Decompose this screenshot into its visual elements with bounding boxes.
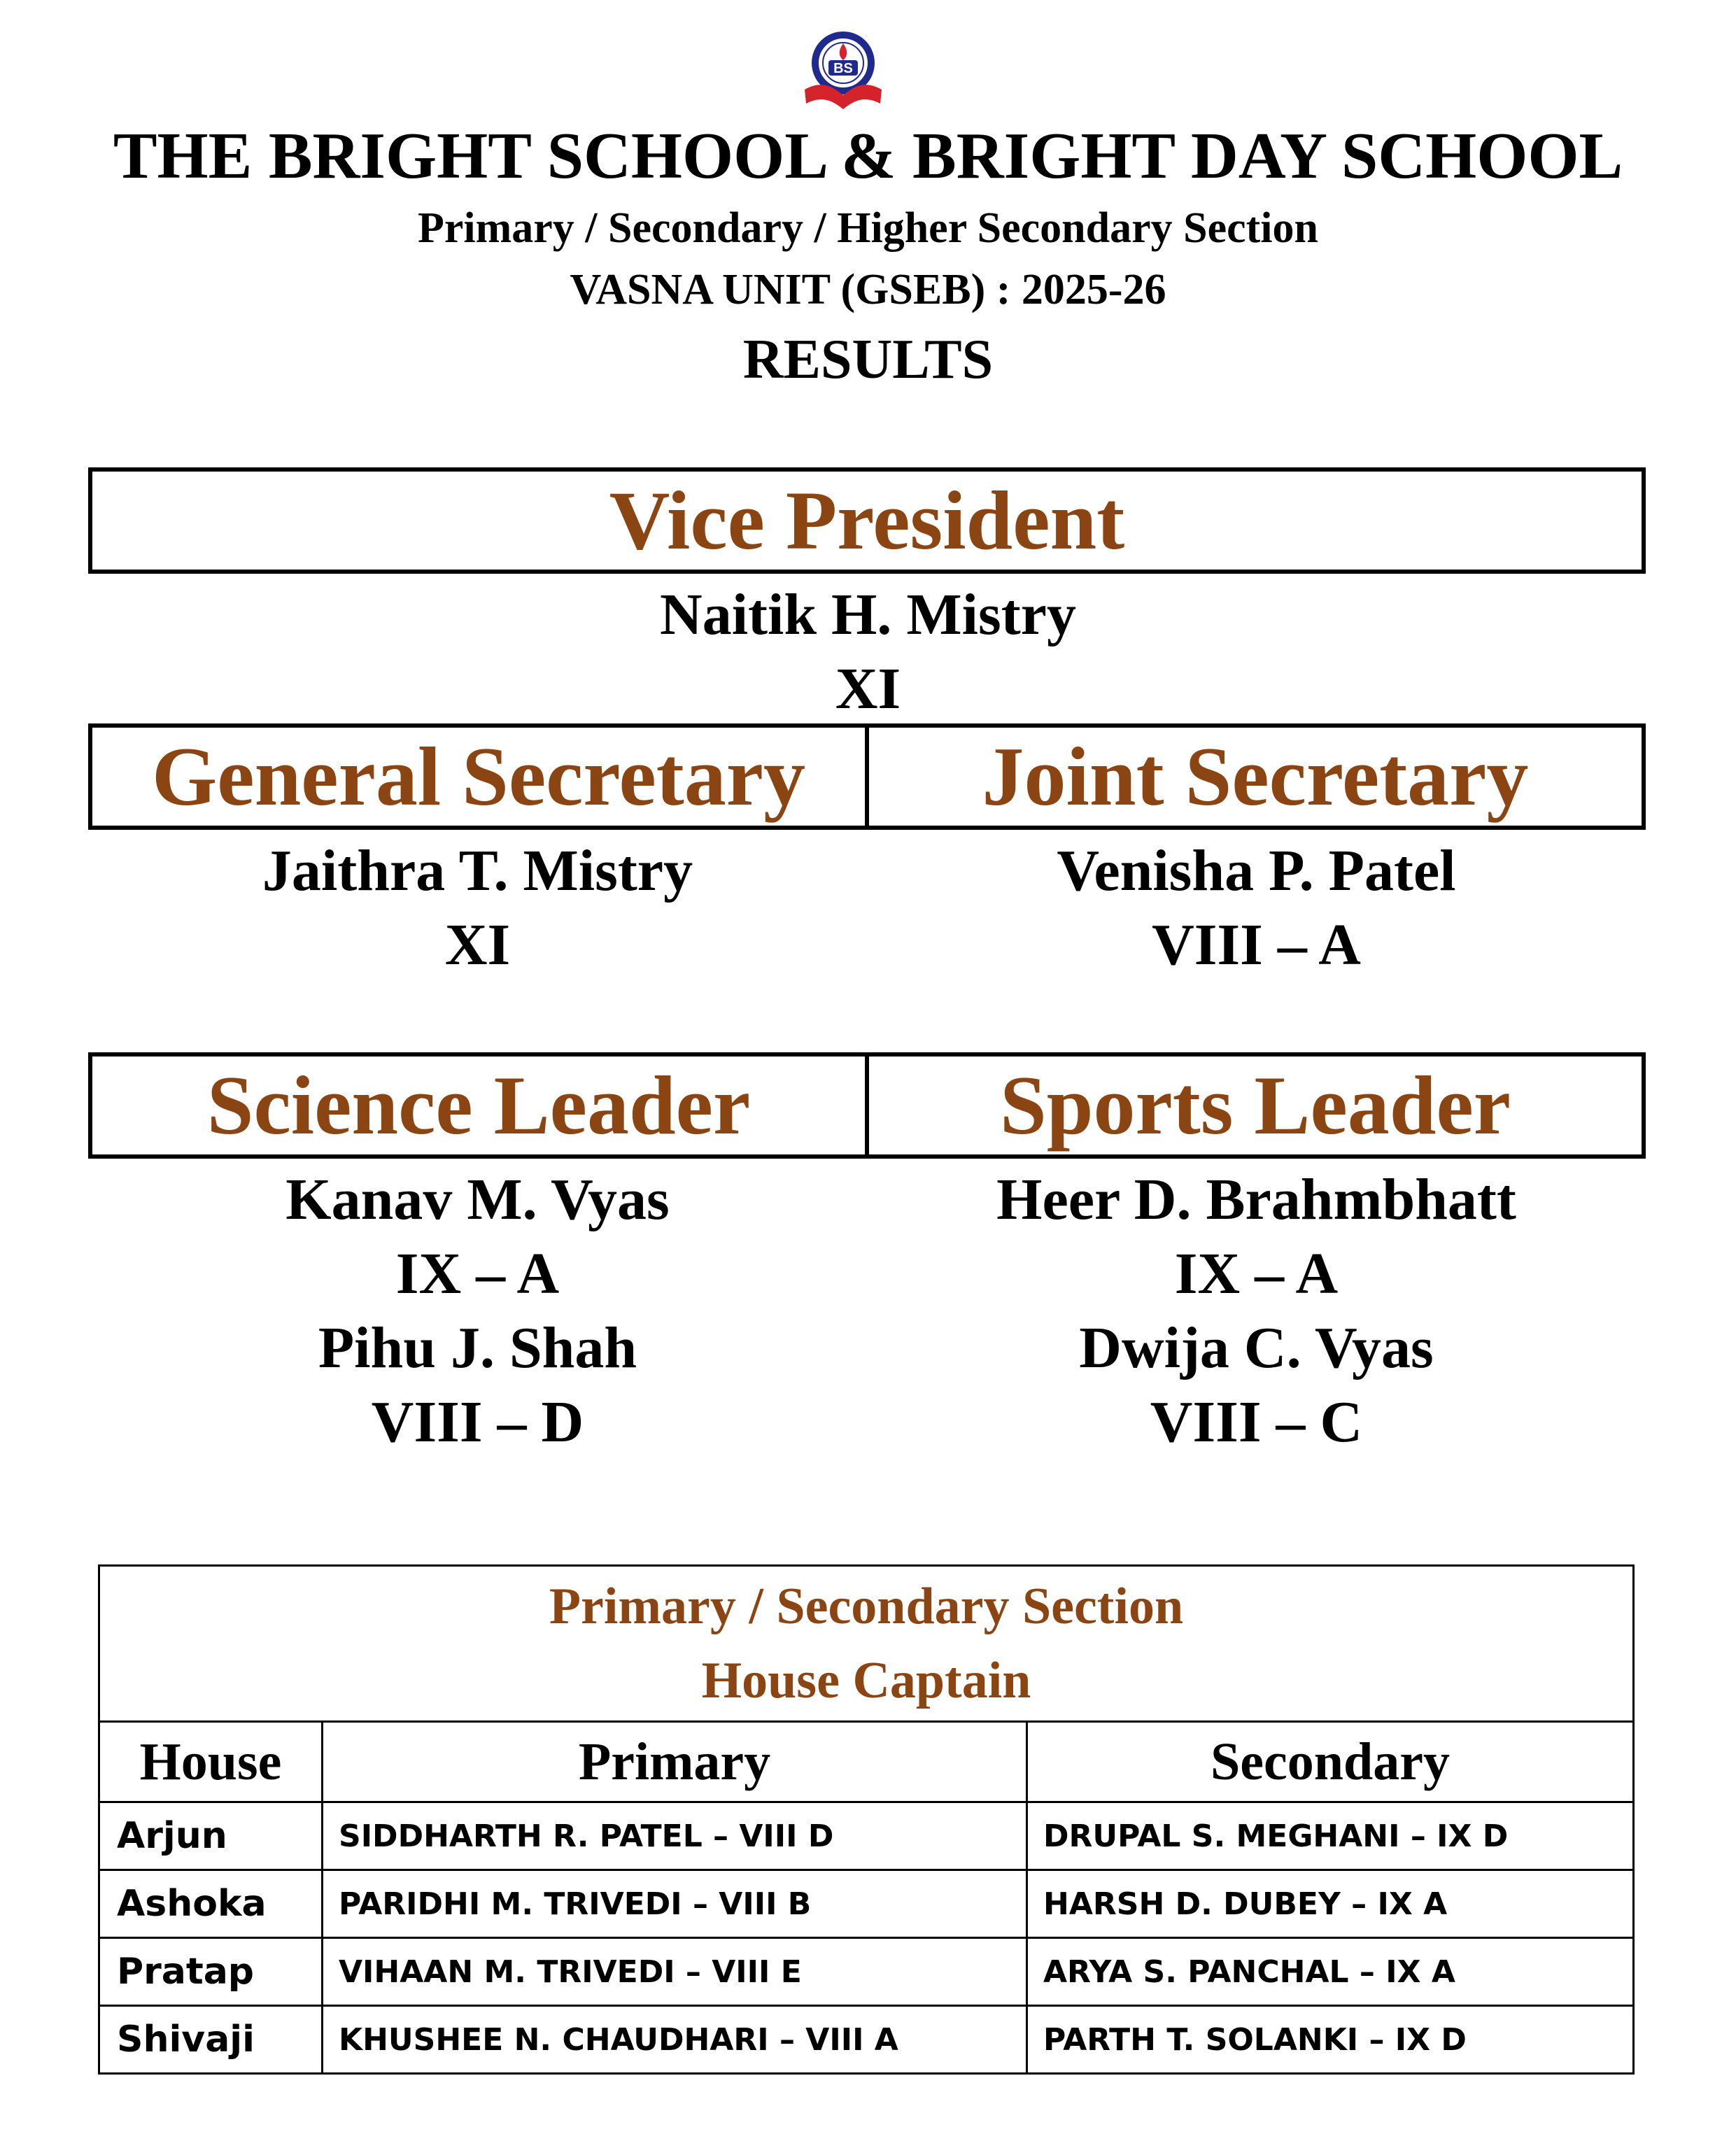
secondary-captain: ARYA S. PANCHAL – IX A bbox=[1027, 1938, 1634, 2006]
general-secretary-title: General Secretary bbox=[151, 730, 806, 823]
house-captain-table bbox=[98, 1564, 1635, 2075]
primary-captain: VIHAAN M. TRIVEDI – VIII E bbox=[323, 1938, 1027, 2006]
vice-president-name: Naitik H. Mistry bbox=[660, 582, 1076, 647]
house-captain-section: Primary / Secondary Section bbox=[549, 1578, 1184, 1635]
house-name: Arjun bbox=[99, 1802, 323, 1870]
science-leader-class: IX – A bbox=[395, 1241, 560, 1306]
joint-secretary-name: Venisha P. Patel bbox=[1057, 838, 1456, 903]
results-heading: RESULTS bbox=[742, 329, 994, 390]
primary-captain: SIDDHARTH R. PATEL – VIII D bbox=[323, 1802, 1027, 1870]
vice-president-class: XI bbox=[835, 656, 901, 721]
sports-leader-info bbox=[867, 1163, 1646, 1460]
primary-captain: KHUSHEE N. CHAUDHARI – VIII A bbox=[323, 2006, 1027, 2074]
table-row bbox=[99, 1870, 1634, 1938]
general-secretary-class: XI bbox=[444, 912, 511, 977]
house-captain-title bbox=[99, 1566, 1634, 1722]
joint-secretary-info bbox=[867, 834, 1646, 982]
joint-secretary-class: VIII – A bbox=[1152, 912, 1361, 977]
table-row bbox=[99, 1802, 1634, 1870]
science-leader-info bbox=[88, 1163, 867, 1460]
science-leader-name: Pihu J. Shah bbox=[318, 1315, 637, 1380]
table-row bbox=[99, 1938, 1634, 2006]
vice-president-box bbox=[88, 467, 1646, 574]
joint-secretary-title: Joint Secretary bbox=[865, 728, 1642, 826]
science-leader-title: Science Leader bbox=[206, 1059, 751, 1152]
vice-president-title: Vice President bbox=[609, 474, 1125, 567]
column-header-secondary: Secondary bbox=[1027, 1722, 1634, 1802]
sports-leader-name: Dwija C. Vyas bbox=[1079, 1315, 1434, 1380]
column-header-primary: Primary bbox=[323, 1722, 1027, 1802]
school-name: THE BRIGHT SCHOOL & BRIGHT DAY SCHOOL bbox=[113, 120, 1623, 192]
column-header-house: House bbox=[99, 1722, 323, 1802]
svg-text:BS: BS bbox=[833, 61, 853, 76]
secondary-captain: DRUPAL S. MEGHANI – IX D bbox=[1027, 1802, 1634, 1870]
house-name: Shivaji bbox=[99, 2006, 323, 2074]
science-leader-name: Kanav M. Vyas bbox=[285, 1167, 670, 1232]
general-secretary-info bbox=[88, 834, 867, 982]
primary-captain: PARIDHI M. TRIVEDI – VIII B bbox=[323, 1870, 1027, 1938]
house-name: Ashoka bbox=[99, 1870, 323, 1938]
section-subtitle: Primary / Secondary / Higher Secondary Section bbox=[418, 204, 1318, 252]
secondary-captain: PARTH T. SOLANKI – IX D bbox=[1027, 2006, 1634, 2074]
sports-leader-title: Sports Leader bbox=[865, 1057, 1642, 1154]
general-secretary-name: Jaithra T. Mistry bbox=[262, 838, 693, 903]
sports-leader-class: VIII – C bbox=[1150, 1390, 1363, 1455]
house-name: Pratap bbox=[99, 1938, 323, 2006]
sports-leader-class: IX – A bbox=[1174, 1241, 1339, 1306]
house-captain-heading: House Captain bbox=[701, 1652, 1031, 1709]
vice-president-info bbox=[0, 578, 1736, 726]
secondary-captain: HARSH D. DUBEY – IX A bbox=[1027, 1870, 1634, 1938]
table-row bbox=[99, 2006, 1634, 2074]
secretary-row bbox=[88, 723, 1646, 830]
leader-row bbox=[88, 1052, 1646, 1159]
school-logo-icon bbox=[798, 31, 889, 113]
unit-subtitle: VASNA UNIT (GSEB) : 2025-26 bbox=[570, 266, 1166, 313]
sports-leader-name: Heer D. Brahmbhatt bbox=[996, 1167, 1516, 1232]
science-leader-class: VIII – D bbox=[371, 1390, 584, 1455]
